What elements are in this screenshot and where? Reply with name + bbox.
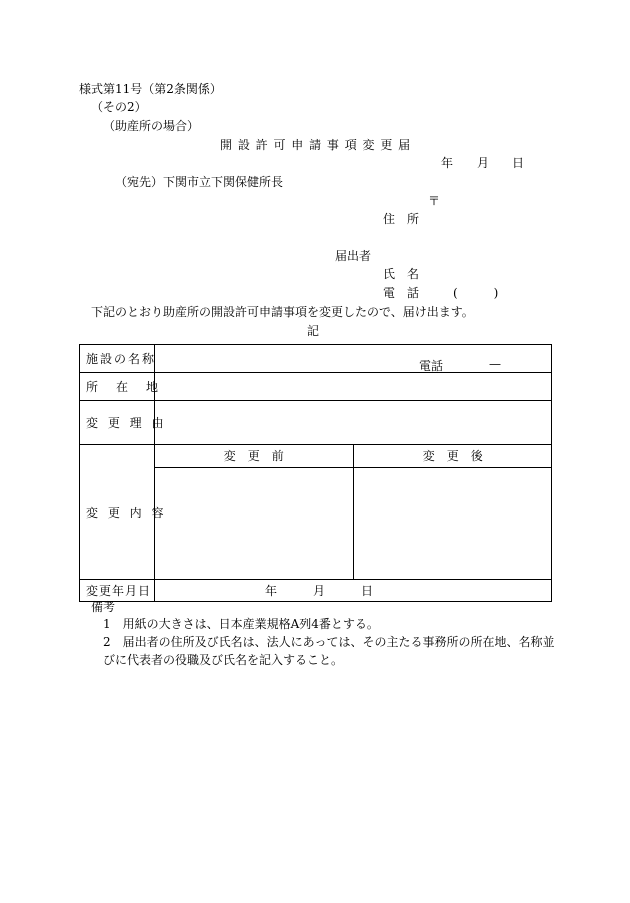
statement: 下記のとおり助産所の開設許可申請事項を変更したので、届け出ます。 (91, 305, 474, 319)
change-date-field[interactable]: 年 月 日 (155, 580, 552, 602)
content-cell (155, 445, 552, 580)
sub-number: （その2） (91, 100, 147, 114)
name-label: 氏 名 (383, 267, 420, 281)
page-title: 開 設 許 可 申 請 事 項 変 更 届 (220, 138, 412, 152)
facility-phone-label: 電話 (419, 359, 444, 373)
content-subtable (155, 445, 552, 579)
note-item-1: 1 用紙の大きさは、日本産業規格A列4番とする。 (103, 617, 379, 631)
after-field[interactable] (353, 467, 552, 579)
form-number: 様式第11号（第2条関係） (79, 82, 222, 96)
addressee: （宛先）下関市立下関保健所長 (115, 175, 284, 189)
facility-name-label: 施設の名称 (80, 345, 155, 373)
notes-heading: 備考 (91, 600, 116, 614)
phone-parens: ( ) (453, 286, 499, 300)
date-month-label: 月 (477, 156, 490, 170)
note-item-2-cont: びに代表者の役職及び氏名を記入すること。 (103, 653, 344, 667)
date-year-label: 年 (441, 156, 454, 170)
change-date-row (80, 580, 552, 602)
address-label: 住 所 (383, 212, 420, 226)
change-date-label: 変更年月日 (80, 580, 155, 602)
before-field[interactable] (155, 467, 353, 579)
location-label: 所 在 地 (80, 373, 155, 401)
phone-label: 電 話 (383, 286, 420, 300)
location-row (80, 373, 552, 401)
reason-row (80, 401, 552, 445)
content-row (80, 445, 552, 580)
facility-name-field[interactable] (155, 345, 552, 373)
reason-field[interactable] (155, 401, 552, 445)
note-item-2: 2 届出者の住所及び氏名は、法人にあっては、その主たる事務所の所在地、名称並 (103, 635, 555, 649)
location-field[interactable] (155, 373, 552, 401)
postal-mark: 〒 (428, 194, 441, 208)
case-note: （助産所の場合） (103, 119, 200, 133)
form-table (79, 344, 552, 602)
facility-name-row (80, 345, 552, 373)
ki-mark: 記 (307, 324, 320, 338)
after-header: 変 更 後 (353, 445, 552, 467)
reason-label: 変 更 理 由 (80, 401, 155, 445)
facility-phone-dash: — (489, 357, 501, 371)
before-header: 変 更 前 (155, 445, 353, 467)
applicant-label: 届出者 (335, 249, 372, 263)
content-label: 変 更 内 容 (80, 445, 155, 580)
date-day-label: 日 (512, 156, 525, 170)
